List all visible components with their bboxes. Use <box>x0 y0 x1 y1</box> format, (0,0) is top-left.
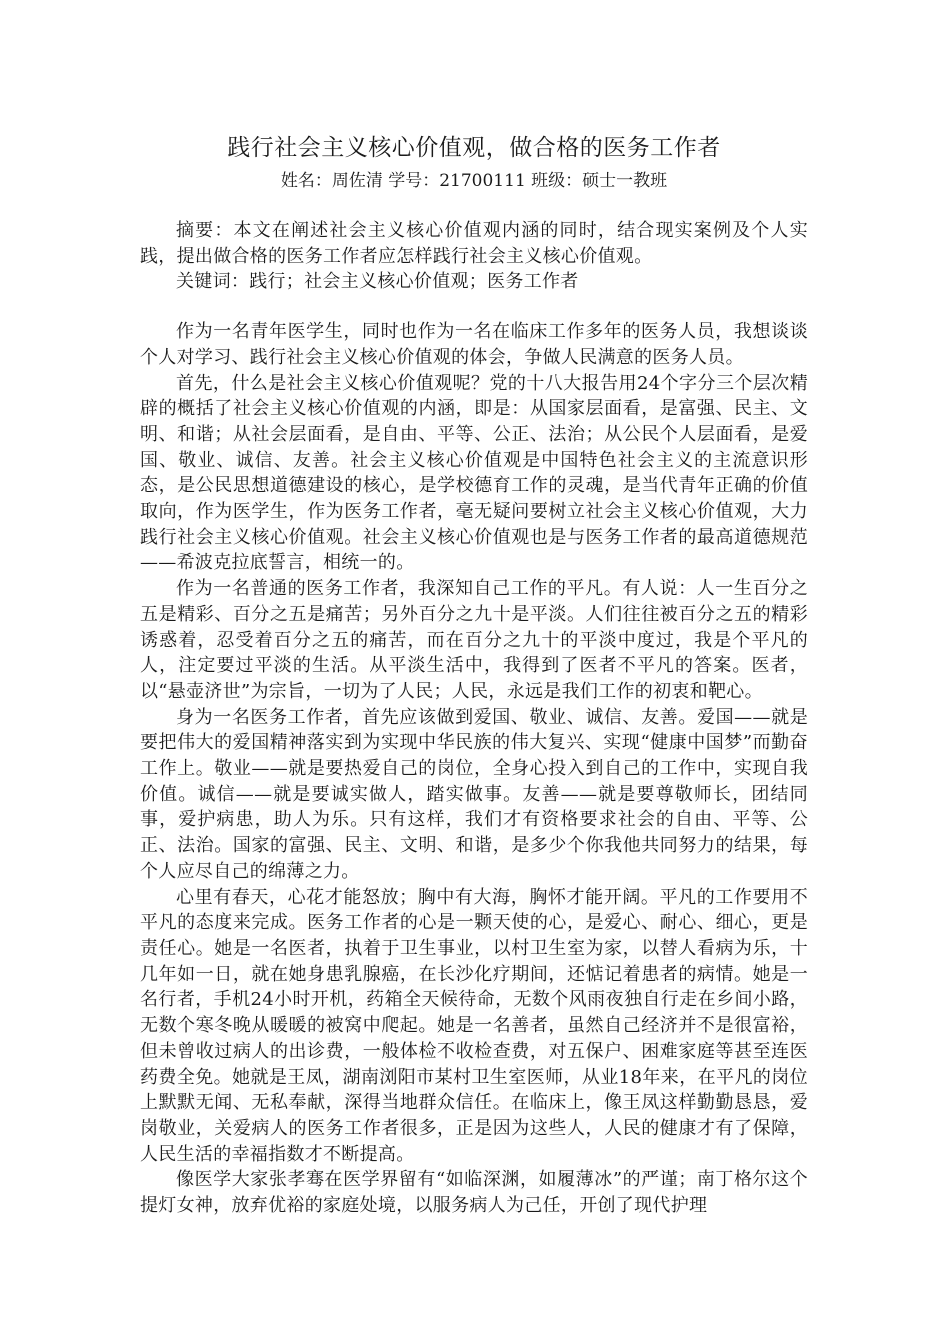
document-title: 践行社会主义核心价值观，做合格的医务工作者 <box>227 135 721 161</box>
document-page <box>140 130 808 1219</box>
body-paragraph-1: 作为一名青年医学生，同时也作为一名在临床工作多年的医务人员，我想谈谈个人对学习、践行社会主义核心价值观的体会，争做人民满意的医务人员。 <box>140 321 808 368</box>
section-gap <box>140 295 808 319</box>
body-paragraph-2: 首先，什么是社会主义核心价值观呢？党的十八大报告用24个字分三个层次精辟的概括了社会主义核心价值观的内涵，即是：从国家层面看，是富强、民主、文明、和谐；从社会层面看，是自由、平等、公正、法治；从公民个人层面看，是爱国、敬业、诚信、友善。社会主义核心价值观是中国特色社会主义的主流意识形态，是公民思想道德建设的核心，是学校德育工作的灵魂，是当代青年正确的价值取向，作为医学生，作为医务工作者，毫无疑问要树立社会主义核心价值观，大力践行社会主义核心价值观。社会主义核心价值观也是与医务工作者的最高道德规范——希波克拉底誓言，相统一的。 <box>140 372 808 574</box>
body-paragraph-3: 作为一名普通的医务工作者，我深知自己工作的平凡。有人说：人一生百分之五是精彩、百分之五是痛苦；另外百分之九十是平淡。人们往往被百分之五的精彩诱惑着，忍受着百分之五的痛苦，而在百分之九十的平淡中度过，我是个平凡的人，注定要过平淡的生活。从平淡生活中，我得到了医者不平凡的答案。医者，以“悬壶济世”为宗旨，一切为了人民；人民，永远是我们工作的初衷和靶心。 <box>140 578 808 702</box>
body-paragraph-4: 身为一名医务工作者，首先应该做到爱国、敬业、诚信、友善。爱国——就是要把伟大的爱国精神落实到为实现中华民族的伟大复兴、实现“健康中国梦”而勤奋工作上。敬业——就是要热爱自己的岗位，全身心投入到自己的工作中，实现自我价值。诚信——就是要诚实做人，踏实做事。友善——就是要尊敬师长，团结同事，爱护病患，助人为乐。只有这样，我们才有资格要求社会的自由、平等、公正、法治。国家的富强、民主、文明、和谐，是多少个你我他共同努力的结果，每个人应尽自己的绵薄之力。 <box>140 706 808 882</box>
keywords-paragraph: 关键词：践行；社会主义核心价值观；医务工作者 <box>176 271 579 293</box>
abstract-paragraph: 摘要：本文在阐述社会主义核心价值观内涵的同时，结合现实案例及个人实践，提出做合格的医务工作者应怎样践行社会主义核心价值观。 <box>140 220 808 267</box>
body-paragraph-5: 心里有春天，心花才能怒放；胸中有大海，胸怀才能开阔。平凡的工作要用不平凡的态度来完成。医务工作者的心是一颗天使的心，是爱心、耐心、细心，更是责任心。她是一名医者，执着于卫生事业，以村卫生室为家，以替人看病为乐，十几年如一日，就在她身患乳腺癌，在长沙化疗期间，还惦记着患者的病情。她是一名行者，手机24小时开机，药箱全天候待命，无数个风雨夜独自行走在乡间小路，无数个寒冬晚从暖暖的被窝中爬起。她是一名善者，虽然自己经济并不是很富裕，但未曾收过病人的出诊费，一般体检不收检查费，对五保户、困难家庭等甚至连医药费全免。她就是王凤，湖南浏阳市某村卫生室医师，从业18年来，在平凡的岗位上默默无闻、无私奉献，深得当地群众信任。在临床上，像王凤这样勤勤恳恳，爱岗敬业，关爱病人的医务工作者很多，正是因为这些人，人民的健康才有了保障，人民生活的幸福指数才不断提高。 <box>140 886 808 1165</box>
body-paragraph-6: 像医学大家张孝骞在医学界留有“如临深渊，如履薄冰”的严谨；南丁格尔这个提灯女神，放弃优裕的家庭处境，以服务病人为己任，开创了现代护理 <box>140 1169 808 1217</box>
author-line: 姓名：周佐清 学号：21700111 班级：硕士一教班 <box>280 171 668 191</box>
